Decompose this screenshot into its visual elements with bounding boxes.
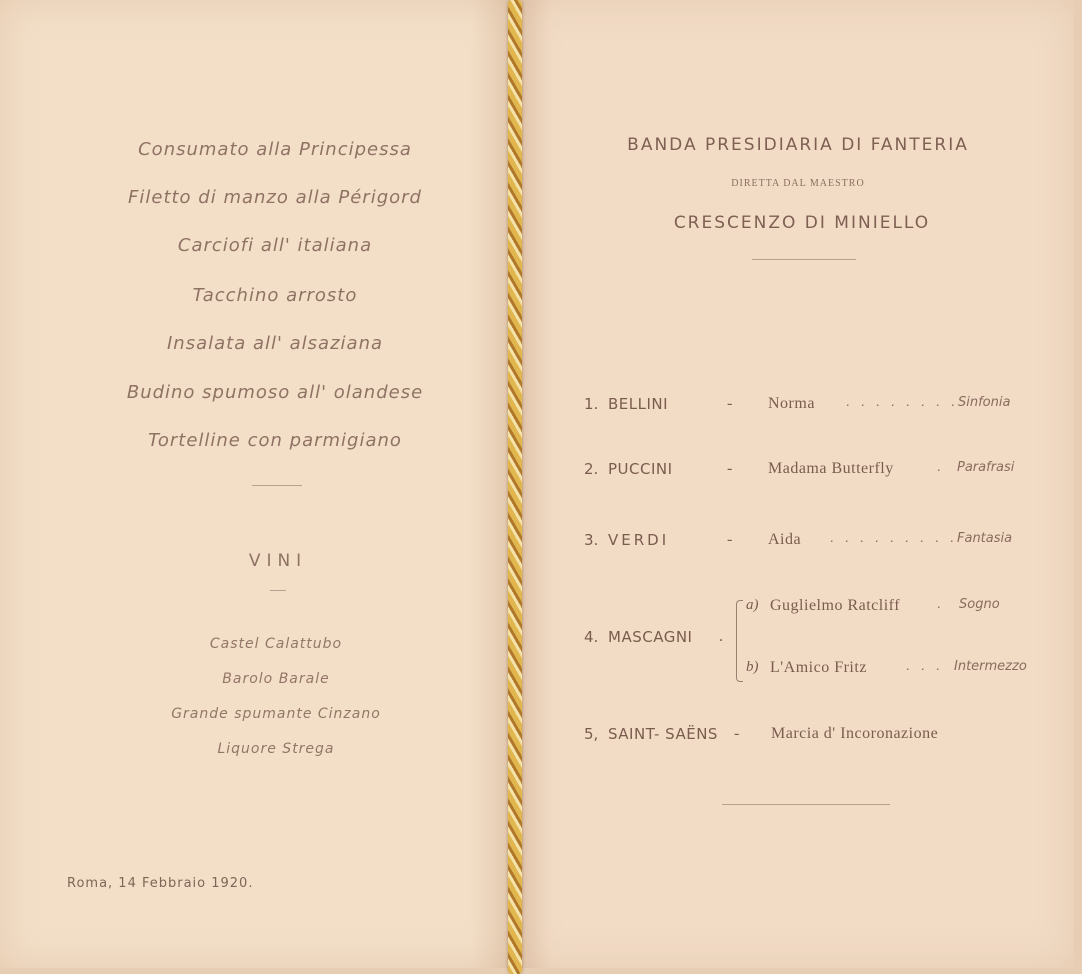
work-title: Marcia d' Incoronazione: [771, 725, 939, 742]
menu-date: Roma, 14 Febbraio 1920.: [67, 876, 254, 891]
directed-by: DIRETTA DAL MAESTRO: [731, 178, 865, 189]
band-name: BANDA PRESIDIARIA DI FANTERIA: [627, 135, 969, 155]
programme-item: [584, 725, 1044, 747]
dish-item: Budino spumoso all' olandese: [126, 382, 424, 403]
wine-item: Barolo Barale: [222, 671, 330, 687]
divider: [752, 259, 856, 260]
dot-leader: .: [937, 597, 945, 612]
work-form: Parafrasi: [957, 460, 1015, 475]
work-title: Norma: [768, 395, 815, 412]
work-form: Sinfonia: [958, 395, 1011, 410]
programme-item: [584, 395, 1044, 417]
work-title: Guglielmo Ratcliff: [770, 597, 901, 614]
separator: -: [727, 395, 733, 412]
subitem-letter: a): [746, 597, 759, 613]
work-form: Intermezzo: [954, 659, 1027, 674]
dish-item: Insalata all' alsaziana: [166, 333, 384, 354]
item-number: 2.: [584, 460, 599, 478]
dish-item: Tortelline con parmigiano: [148, 430, 402, 451]
composer: VERDI: [608, 531, 670, 549]
composer: MASCAGNI: [608, 628, 693, 646]
subitem-letter: b): [746, 659, 759, 675]
composer: PUCCINI: [608, 460, 673, 478]
divider: [252, 485, 302, 486]
separator: -: [734, 725, 740, 742]
separator: .: [719, 628, 723, 645]
work-title: Madama Butterfly: [768, 460, 894, 477]
dish-item: Tacchino arrosto: [192, 285, 358, 306]
dot-leader: . . . . . . . . .: [830, 531, 958, 546]
programme-item: [584, 460, 1044, 482]
item-number: 3.: [584, 531, 599, 549]
work-title: Aida: [768, 531, 802, 548]
dot-leader: .: [937, 460, 945, 475]
item-number: 4.: [584, 628, 599, 646]
separator: -: [727, 460, 733, 477]
separator: -: [727, 531, 733, 548]
composer: SAINT- SAËNS: [608, 725, 718, 743]
divider: [722, 804, 890, 805]
dish-item: Consumato alla Principessa: [138, 139, 412, 160]
dot-leader: . . .: [906, 659, 944, 674]
item-number: 5,: [584, 725, 599, 743]
work-form: Fantasia: [957, 531, 1013, 546]
programme-subitem: [746, 659, 1046, 681]
wines-heading: VINI: [248, 551, 308, 571]
dot-leader: . . . . . . . .: [846, 395, 959, 410]
dish-item: Carciofi all' italiana: [177, 235, 373, 256]
composer: BELLINI: [608, 395, 669, 413]
dish-item: Filetto di manzo alla Périgord: [128, 187, 422, 208]
programme-item: [584, 531, 1044, 553]
wine-item: Castel Calattubo: [209, 636, 343, 652]
conductor-name: CRESCENZO DI MINIELLO: [673, 213, 931, 233]
work-title: L'Amico Fritz: [770, 659, 867, 676]
programme-subitem: [746, 597, 1046, 619]
work-form: Sogno: [959, 597, 1000, 612]
divider: [270, 590, 286, 591]
wine-item: Grande spumante Cinzano: [171, 706, 381, 722]
bracket: [736, 600, 743, 682]
wine-item: Liquore Strega: [217, 741, 335, 757]
item-number: 1.: [584, 395, 599, 413]
programme-item: [584, 628, 744, 650]
